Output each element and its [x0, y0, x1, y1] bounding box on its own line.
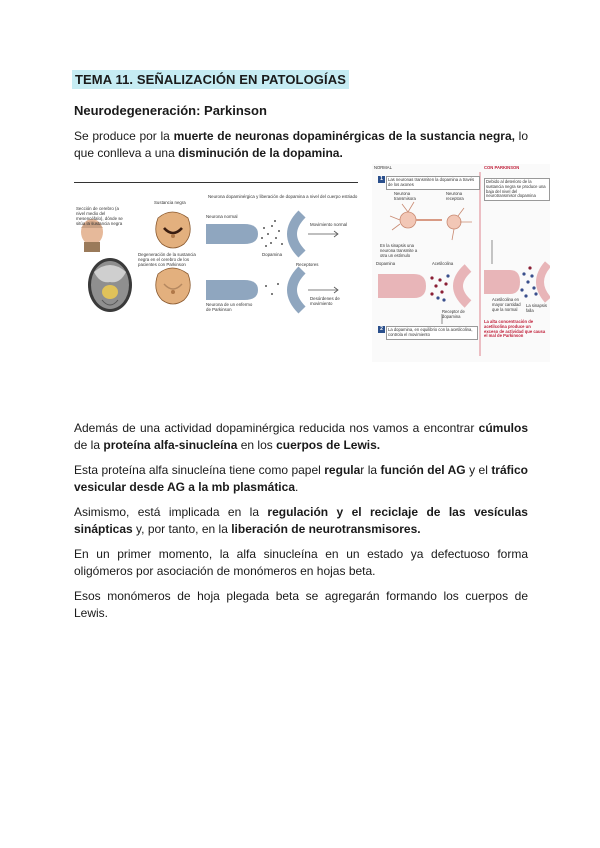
section-subtitle: Neurodegeneración: Parkinson	[74, 103, 267, 118]
intro-bold-2: disminución de la dopamina.	[178, 146, 343, 160]
box-parkinson	[484, 178, 550, 201]
p2-bold-1: cúmulos	[478, 421, 528, 435]
paragraph-oligomeros: En un primer momento, la alfa sinucleína en un estado ya defectuoso forma oligómeros por asociación de monómeros en hojas beta.	[74, 547, 528, 578]
label-neurona-normal: Neurona normal	[206, 214, 238, 219]
p3-text-2: r la	[360, 463, 381, 477]
midbrain-normal-icon	[156, 212, 191, 248]
p2-bold-3: cuerpos de Lewis.	[276, 438, 381, 452]
label-desordenes: Desórdenes de movimiento	[310, 296, 340, 306]
label-axon: En la sinapsis una neurona transmite a otra un estímulo	[380, 243, 418, 258]
paragraph-vesiculas	[74, 504, 528, 538]
dopamine-dots-normal	[261, 220, 283, 247]
step-number-2: 2	[378, 326, 385, 333]
label-parkinson-header: CON PARKINSON	[484, 165, 520, 170]
synapse-normal-icon	[378, 268, 468, 304]
horizontal-rule	[74, 182, 358, 183]
p2-text-3: en los	[237, 438, 277, 452]
brain-slice-icon	[88, 258, 132, 312]
label-neuronas: Neurona dopaminérgica y liberación de dopamina a nivel del cuerpo estriado	[208, 194, 358, 199]
label-neurona-receptora: Neurona receptora	[446, 191, 464, 201]
p3-bold-1: regula	[324, 463, 361, 477]
label-seccion: Sección de cerebro (a nivel medio del mesencéfalo), dónde se sitúa la sustancia negra	[76, 206, 123, 226]
figure-synapse-parkinson	[372, 164, 550, 362]
label-conclusion: La alta concentración de acetilcolina produce un exceso de actividad que causa el mal de Parkinson	[484, 319, 546, 339]
paragraph-funcion	[74, 462, 528, 496]
synapse-parkinson-icon	[484, 264, 548, 300]
paragraph-intro	[74, 128, 528, 162]
p3-bold-3: tráfico vesicular desde AG a la mb plasmática	[74, 463, 528, 494]
p4-bold-1: regulación y el reciclaje de las vesículas sinápticas	[74, 505, 528, 536]
neuron-terminal-normal	[206, 214, 302, 254]
midbrain-degenerated-icon	[156, 268, 191, 304]
title-wrap	[72, 70, 349, 89]
intro-bold-1: muerte de neuronas dopaminérgicas de la sustancia negra,	[173, 129, 515, 143]
paragraph-cuerpos-lewis: Esos monómeros de hoja plegada beta se agregarán formando los cuerpos de Lewis.	[74, 589, 528, 620]
dopamine-dots-parkinson	[265, 283, 279, 295]
label-receptor-dopamina: Receptor de dopamina	[442, 309, 465, 319]
box-step2	[386, 326, 478, 340]
p4-text-1: Asimismo, está implicada en la	[74, 505, 268, 519]
label-step2: La dopamina, en equilibrio con la acetilcolina, controla el movimiento	[388, 327, 473, 337]
p4-text-2: y, por tanto, en la	[132, 522, 232, 536]
label-step1: Las neuronas transmiten la dopamina a través de los axones	[388, 177, 475, 187]
label-neurona-enferma: Neurona de un enfermo de Parkinson	[206, 302, 253, 312]
p3-bold-2: función del AG	[380, 463, 466, 477]
label-receptores: Receptores	[296, 262, 319, 267]
label-sinapsis-falla: La sinapsis falla	[526, 303, 547, 313]
p3-text-4: .	[295, 480, 299, 494]
paragraph-cumulos	[74, 420, 528, 454]
p3-text-3: y el	[465, 463, 492, 477]
label-sustancia-negra: Sustancia negra	[154, 200, 186, 205]
label-neurona-transmisora: Neurona transmisora	[394, 191, 416, 201]
neuron-receiver-icon	[447, 208, 472, 240]
label-normal-header: NORMAL	[374, 165, 392, 170]
label-parkinson-text: Debido al deterioro de la sustancia negra se produce una baja del nivel del neurotransmisor dopamina	[486, 179, 546, 199]
page-title: TEMA 11. SEÑALIZACIÓN EN PATOLOGÍAS	[72, 70, 349, 89]
intro-text-1: Se produce por la	[74, 129, 174, 143]
label-acetilcolina: Acetilcolina	[432, 261, 454, 266]
label-dopamina: Dopamina	[262, 252, 283, 257]
step-number-1: 1	[378, 176, 385, 183]
p2-text-2: de la	[74, 438, 104, 452]
box-step1	[386, 176, 480, 190]
neuron-transmitter-icon	[390, 202, 442, 230]
p2-bold-2: proteína alfa-sinucleína	[103, 438, 238, 452]
intro-text-2: lo que conlleva a una	[74, 129, 528, 160]
p2-text-1: Además de una actividad dopaminérgica reducida nos vamos a encontrar	[74, 421, 479, 435]
p4-bold-2: liberación de neurotransmisores.	[231, 522, 421, 536]
p3-text-1: Esta proteína alfa sinucleína tiene como papel	[74, 463, 325, 477]
label-degeneracion: Degeneración de la sustancia negra en el cerebro de los pacientes con Parkinson	[138, 252, 196, 267]
label-movimiento-normal: Movimiento normal	[310, 222, 348, 227]
label-acetil-mayor: Acetilcolina en mayor cantidad que la normal	[492, 297, 521, 312]
label-dopamina-r: Dopamina	[376, 261, 396, 266]
figure-brain-neurons	[76, 188, 366, 318]
